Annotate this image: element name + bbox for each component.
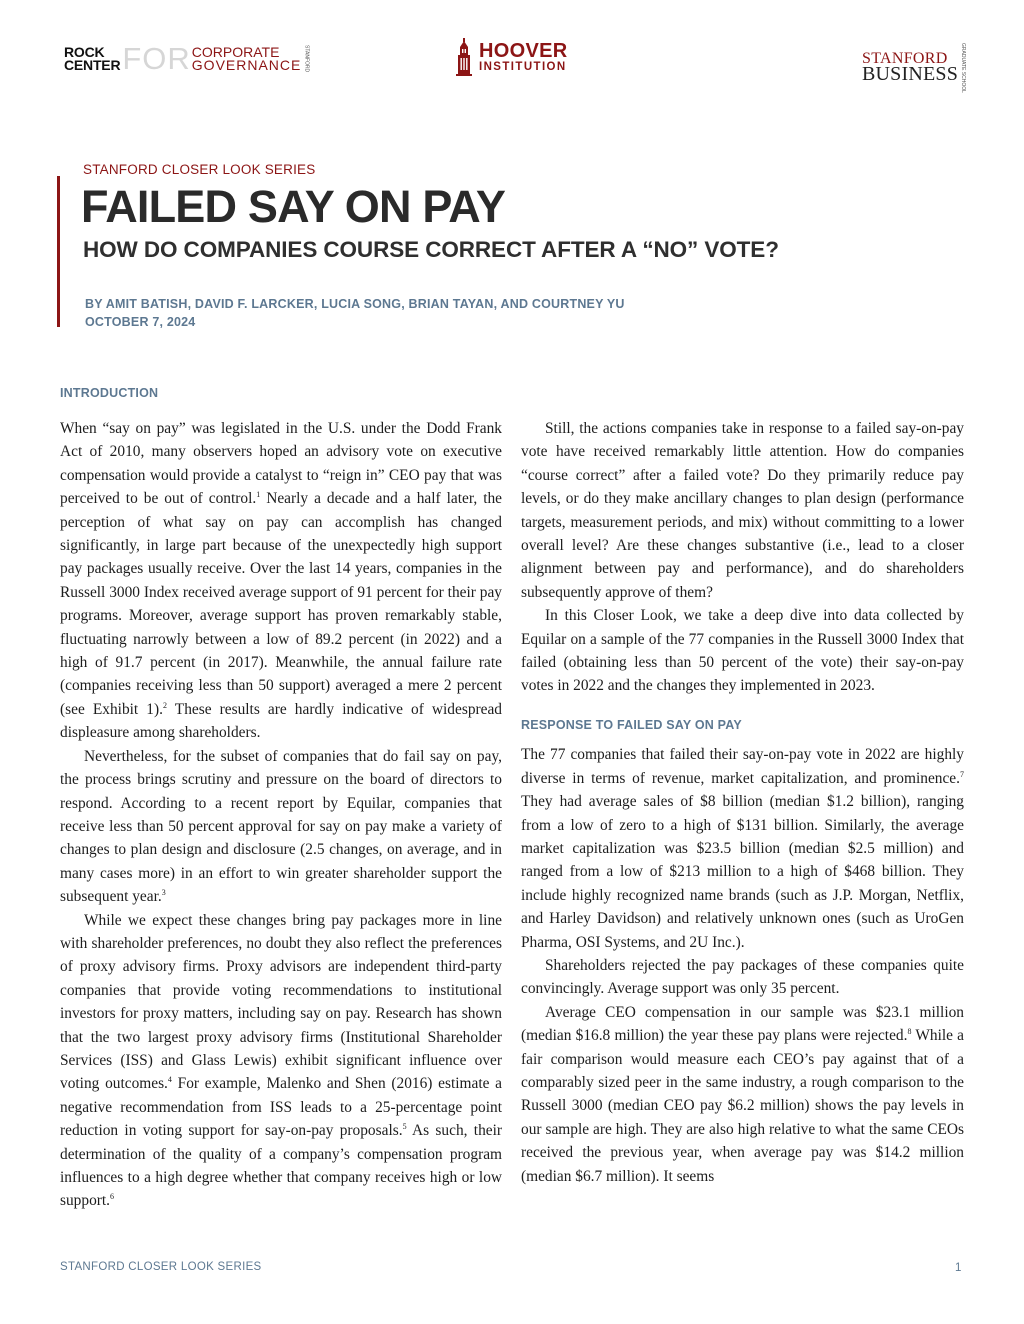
byline [85,295,625,331]
center-word: CENTER [64,57,121,73]
footnote-ref[interactable]: 4 [167,1075,172,1085]
institution-word: INSTITUTION [479,60,567,73]
series-label: STANFORD CLOSER LOOK SERIES [83,162,316,177]
gsb-wordmark [862,50,959,86]
business-word: BUSINESS [862,63,959,86]
rock-stanford-vertical: STANFORD [303,45,310,73]
section-heading-wrap [521,714,964,737]
stanford-word: STANFORD [862,50,948,68]
footer-series-label: STANFORD CLOSER LOOK SERIES [60,1261,262,1273]
paragraph: While we expect these changes bring pay packages more in line with shareholder preferences, no doubt they also reflect the preferences of proxy advisory firms. Proxy advisors are independent third-party companies that provide voting recommendations to institutional investors for proxy matters, including say on pay. Research has shown that the two largest proxy advisory firms (Institutional Shareholder Services (ISS) and Glass Lewis) exhibit significant influence over voting outcomes.$^4$ For example, Malenko and Shen (2016) estimate a negative recommendation from ISS leads to a 25-percentage point reduction in voting support for say-on-pay proposals.$^5$ As such, their determination of the quality of a company’s compensation program influences to a high degree whether that company receives high or low support.$^6$ [60,911,503,1210]
stanford-gsb-logo [862,43,966,93]
section-heading-introduction: INTRODUCTION [60,386,159,400]
governance-word: GOVERNANCE [191,57,302,73]
rock-word: ROCK [64,44,105,60]
hoover-tower-icon [455,38,473,76]
page-subtitle: HOW DO COMPANIES COURSE CORRECT AFTER A “NO” VOTE? [83,237,779,262]
paragraph: When “say on pay” was legislated in the U.S. under the Dodd Frank Act of 2010, many observers hoped an advisory vote on executive compensation would provide a catalyst to “reign in” CEO pay that was perceived to be out of control.$^1$ Nearly a decade and a half later, the perception of what say on pay can accomplish has changed significantly, in large part because of the unexpectedly high support pay packages usually receive. Over the last 14 years, companies in the Russell 3000 Index received average support of 91 percent for their pay programs. Moreover, average support has proven remarkably stable, fluctuating narrowly between a low of 89.2 percent (in 2022) and a high of 91.7 percent (in 2017). Meanwhile, the annual failure rate (companies receiving less than 50 support) averaged a mere 2 percent (see Exhibit 1).$^2$ These results are hardly indicative of widespread displeasure among shareholders. [60,420,502,742]
paragraph: Shareholders rejected the pay packages of these companies quite convincingly. Average support was only 35 percent. [521,956,964,998]
rock-center-logo [64,41,310,76]
hoover-word: HOOVER [479,39,568,62]
paragraph: Still, the actions companies take in response to a failed say-on-pay vote have received remarkably little attention. How do companies “course correct” after a failed vote? Do they primarily reduce pay levels, or do they make ancillary changes to plan design (performance targets, measurement periods, and mix) without committing to a lower overall level? Are these changes substantive (i.e., lead to a closer alignment between pay and performance), and do shareholders subsequently approve of them? [521,420,964,601]
for-word: FOR [122,41,191,76]
paragraph: The 77 companies that failed their say-on-pay vote in 2022 are highly diverse in terms of revenue, market capitalization, and prominence.$^7$ They had average sales of $8 billion (median $1.2 billion), ranging from a low of zero to a high of $131 billion. Similarly, the average market capitalization was $23.5 billion (median $2.5 million) and ranged from a low of $213 million to a high of $468 billion. They include highly recognized name brands (such as J.P. Morgan, Netflix, and Harley Davidson) and relatively unknown ones (such as UroGen Pharma, OSI Systems, and 2U Inc.). [521,746,964,951]
body-column-right [521,417,964,1188]
footnote-ref[interactable]: 7 [960,769,964,779]
section-heading-response: RESPONSE TO FAILED SAY ON PAY [521,717,742,732]
page-title: FAILED SAY ON PAY [81,181,506,232]
body-column-left [60,417,502,1213]
author-list: BY AMIT BATISH, DAVID F. LARCKER, LUCIA SONG, BRIAN TAYAN, AND COURTNEY YU [85,297,625,311]
footnote-ref[interactable]: 8 [907,1027,912,1037]
paragraph: In this Closer Look, we take a deep dive into data collected by Equilar on a sample of the 77 companies in the Russell 3000 Index that failed (obtaining less than 50 percent of the vote) their say-on-pay votes in 2022 and the changes they implemented in 2023. [521,607,964,695]
corporate-governance-wordmark [192,46,302,72]
page-number: 1 [955,1262,962,1274]
footnote-ref[interactable]: 6 [110,1192,115,1202]
paragraph: Nevertheless, for the subset of companies that do fail say on pay, the process brings scrutiny and pressure on the board of directors to respond. According to a recent report by Equilar, companies that receive less than 50 percent approval for say on pay make a variety of changes to plan design and disclosure (2.5 changes, on average, and in many cases more) in an effort to win greater shareholder support the subsequent year.$^3$ [60,747,502,906]
hoover-wordmark [479,39,568,73]
corporate-word: CORPORATE [191,44,280,60]
publication-date: OCTOBER 7, 2024 [85,315,196,329]
hoover-institution-logo [455,38,567,76]
footnote-ref[interactable]: 2 [162,700,167,710]
paragraph: Average CEO compensation in our sample was $23.1 million (median $16.8 million) the year these pay plans were rejected.$^8$ While a fair comparison would measure each CEO’s pay against that of a comparably sized peer in the same industry, a rough comparison to the Russell 3000 (median CEO pay $6.2 million) shows the pay levels in our sample are high. They are also high relative to what the same CEOs received the previous year, when average pay was $14.2 million (median $6.7 million). It seems [521,1003,964,1185]
footnote-ref[interactable]: 3 [161,888,166,898]
footnote-ref[interactable]: 1 [256,490,261,500]
rock-center-wordmark [64,46,120,72]
footnote-ref[interactable]: 5 [402,1122,407,1132]
title-accent-bar [57,176,60,327]
gsb-vertical-text: GRADUATE SCHOOL [960,43,967,93]
